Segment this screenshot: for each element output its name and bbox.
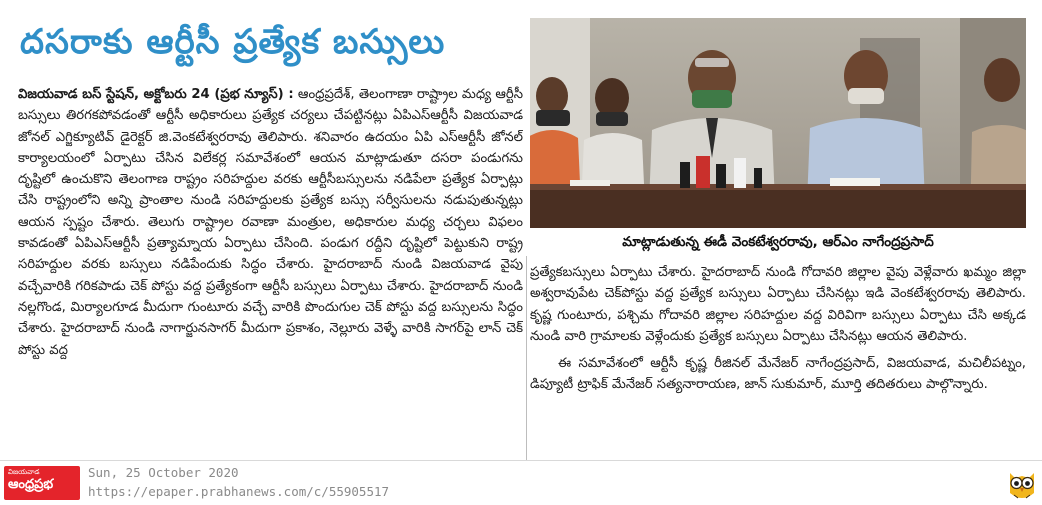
- epaper-url-link[interactable]: https://epaper.prabhanews.com/c/55905517: [88, 484, 390, 499]
- owl-icon: [1006, 467, 1038, 501]
- article-body-right-para-2: ఈ సమావేశంలో ఆర్టీసీ కృష్ణ రీజినల్ మేనేజర్ నాగేంద్రప్రసాద్, విజయవాడ, మచిలీపట్నం, డిప్యూటీ ట్రాఫిక్ మేనేజర్ సత్యనారాయణ, జాన్ సుకుమార్, మూర్తి తదితరులు పాల్గొన్నారు.: [530, 356, 1026, 393]
- article-body-left-text: ఆంధ్రప్రదేశ్, తెలంగాణా రాష్ట్రాల మధ్య ఆర్టీసీ బస్సులు తిరగకపోవడంతో ఆర్టీసీ అధికారులు ప్రత్యేక చర్యలు చేపట్టినట్లు ఏపిఎస్ఆర్టీసీ విజయవాడ జోనల్ ఎగ్జిక్యూటివ్ డైరెక్టర్ జి.వెంకటేశ్వరరావు తెలిపారు. శనివారం ఉదయం ఏపి ఎస్ఆర్టీసీ జోనల్ కార్యాలయంలో ఏర్పాటు చేసిన విలేకర్ల సమావేశంలో ఆయన మాట్లాడుతూ దసరా పండుగను దృష్టిలో ఉంచుకొని తెలంగాణ రాష్ట్రం సరిహద్దుల వరకు ఆర్టీసీబస్సులను నడిపేలా ప్రత్యేక ఏర్పాట్లు చేసి రాష్ట్రంలోని అన్ని ప్రాంతాల నుండి సరిహద్దులకు ప్రత్యేక బస్సు సర్వీసులను నడుపుతున్నట్లు ఆయన స్పష్టం చేశారు. తెలుగు రాష్ట్రాల రవాణా మంత్రుల, అధికారుల మధ్య చర్చలు విఫలం కావడంతో ఏపిఎస్ఆర్టీసీ ప్రత్యామ్నాయ ఏర్పాటు చేసింది. పండుగ రద్దీని దృష్టిలో పెట్టుకుని రాష్ట్ర సరిహద్దుల వరకు బస్సులు నడిపేందుకు సిద్ధం చేశారు. హైదరాబాద్ నుండి విజయవాడ వైపు వచ్చేవారికి గరికపాడు చెక్ పోస్టు వద్ద ప్రత్యేకంగా ఆర్టీసీ బస్సులు ఏర్పాటు చేశారు. హైదరాబాద్ నుండి నల్లగొండ, మిర్యాలగూడ మీదుగా గుంటూరు వచ్చే వారికి పొందుగుల చెక్ పోస్టు వద్ద బస్సులను సిద్ధం చేశారు. హైదరాబాద్ నుండి నాగార్జునసాగర్ మీదుగా ప్రకాశం, నెల్లూరు వెళ్ళే వారికి సాగర్‌పై లాన్ చెక్ పోస్టు వద్ద: [18, 87, 523, 358]
- epaper-footer: [0, 460, 1042, 505]
- photo-illustration: [530, 18, 1026, 228]
- article-body-right: [530, 262, 1026, 462]
- edition-date: Sun, 25 October 2020: [88, 465, 239, 480]
- column-divider: [526, 256, 527, 460]
- photo-caption: మాట్లాడుతున్న ఈడీ వెంకటేశ్వరరావు, ఆర్‌ఎం నాగేంద్రప్రసాద్: [622, 234, 934, 250]
- logo-title: ఆంధ్రప్రభ: [8, 477, 54, 492]
- andhraprabha-logo[interactable]: [4, 466, 80, 500]
- article-headline: దసరాకు ఆర్టీసీ ప్రత్యేక బస్సులు: [20, 22, 446, 62]
- logo-edition: విజయవాడ: [8, 468, 40, 476]
- article-body-right-para-1: ప్రత్యేకబస్సులు ఏర్పాటు చేశారు. హైదరాబాద్ నుండి గోదావరి జిల్లాల వైపు వెళ్లేవారు ఖమ్మం జిల్లా అశ్వరావుపేట చెక్‌పోస్టు వద్ద ప్రత్యేక బస్సులు ఏర్పాటు చేసినట్లు ఇడి వెంకటేశ్వరరావు తెలిపారు. కృష్ణ గుంటూరు, పశ్చిమ గోదావరి జిల్లాల సరిహద్దుల వద్ద విరివిగా బస్సులు ఏర్పాటు చేసి అక్కడ నుండి వారి గ్రామాలకు వెళ్లేందుకు ప్రత్యేక బస్సులు ఏర్పాటు చేసినట్లు ఆయన తెలిపారు.: [530, 265, 1026, 344]
- article-dateline: విజయవాడ బస్ స్టేషన్, అక్టోబరు 24 (ప్రభ న్యూస్) :: [18, 87, 294, 102]
- press-meet-photo: [530, 18, 1026, 228]
- article-body-left: [18, 84, 523, 424]
